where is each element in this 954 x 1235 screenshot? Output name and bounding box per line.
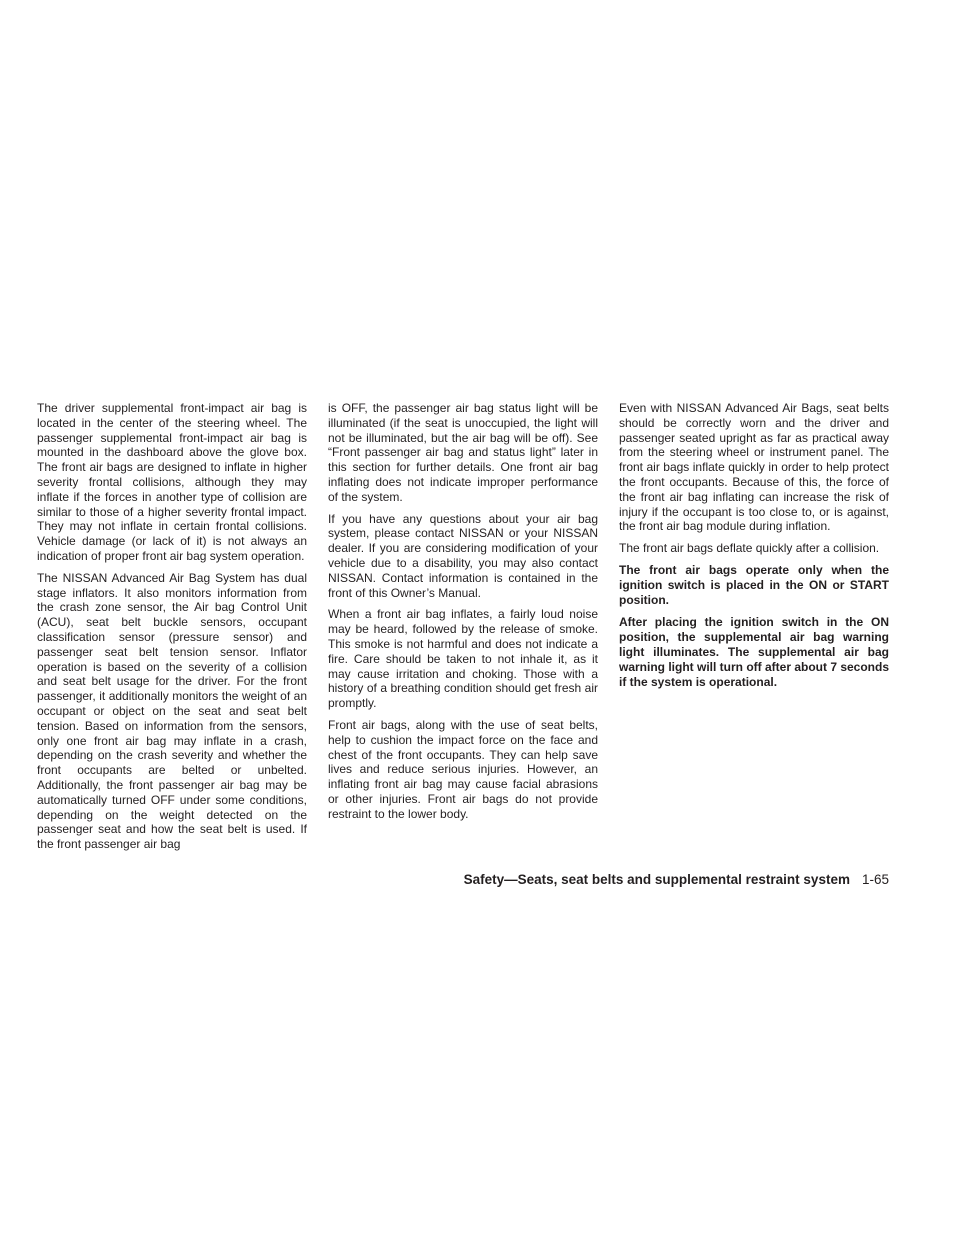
bold-paragraph: The front air bags operate only when the ignition switch is placed in the ON or START position. <box>619 562 889 607</box>
bold-paragraph: After placing the ignition switch in the ON position, the supplemental air bag warning light illuminates. The supplemental air bag warning light will turn off after about 7 seconds if the system is operational. <box>619 615 890 689</box>
paragraph: Front air bags, along with the use of seat belts, help to cushion the impact force on the face and chest of the front occupants. They can help save lives and reduce serious injuries. However, an inflating front air bag may cause facial abrasions or other injuries. Front air bags do not provide restraint to the lower body. <box>328 717 598 821</box>
text-column-3 <box>619 401 889 697</box>
paragraph: If you have any questions about your air bag system, please contact NISSAN or your NISSAN dealer. If you are considering modification of your vehicle due to a disability, you may also contact NISSAN. Contact information is contained in the front of this Owner’s Manual. <box>328 511 598 600</box>
paragraph: The NISSAN Advanced Air Bag System has dual stage inflators. It also monitors information from the crash zone sensor, the Air bag Control Unit (ACU), seat belt buckle sensors, occupant classification sensor (pressure sensor) and passenger seat belt tension sensor. Inflator operation is based on the severity of a collision and seat belt usage for the driver. For the front passenger, it additionally monitors the weight of an occupant or object on the seat and seat belt tension. Based on information from the sensors, only one front air bag may inflate in a crash, depending on the crash severity and whether the front occupants are belted or unbelted. Additionally, the front passenger air bag may be automatically turned OFF under some conditions, depending on the weight detected on the passenger seat and how the seat belt is used. If the front passenger air bag <box>37 570 307 852</box>
page-footer <box>464 872 889 887</box>
footer-section-title: Safety—Seats, seat belts and supplemental restraint system <box>463 872 850 887</box>
paragraph: The driver supplemental front-impact air bag is located in the center of the steering wheel. The passenger supplemental front-impact air bag is mounted in the dashboard above the glove box. The front air bags are designed to inflate in higher severity frontal collisions, although they may inflate if the forces in another type of collision are similar to those of a higher severity frontal impact. They may not inflate in certain frontal collisions. Vehicle damage (or lack of it) is not always an indication of proper front air bag system operation. <box>37 401 307 563</box>
paragraph: The front air bags deflate quickly after a collision. <box>619 541 880 556</box>
paragraph: is OFF, the passenger air bag status light will be illuminated (if the seat is unoccupied, the light will not be illuminated, but the air bag will be off). See “Front passenger air bag and status light” later in this section for further details. One front air bag inflating does not indicate improper performance of the system. <box>328 401 598 504</box>
paragraph: When a front air bag inflates, a fairly loud noise may be heard, followed by the release of smoke. This smoke is not harmful and does not indicate a fire. Care should be taken to not inhale it, as it may cause irritation and choking. Those with a history of a breathing condition should get fresh air promptly. <box>328 607 598 711</box>
text-column-2 <box>328 401 598 829</box>
text-column-1 <box>37 401 307 859</box>
page-number: 1-65 <box>861 872 889 887</box>
paragraph: Even with NISSAN Advanced Air Bags, seat belts should be correctly worn and the driver and passenger seated upright as far as practical away from the steering wheel or instrument panel. The front air bags inflate quickly in order to help protect the front occupants. Because of this, the force of the front air bag inflating can increase the risk of injury if the occupant is too close to, or is against, the front air bag module during inflation. <box>619 401 889 534</box>
